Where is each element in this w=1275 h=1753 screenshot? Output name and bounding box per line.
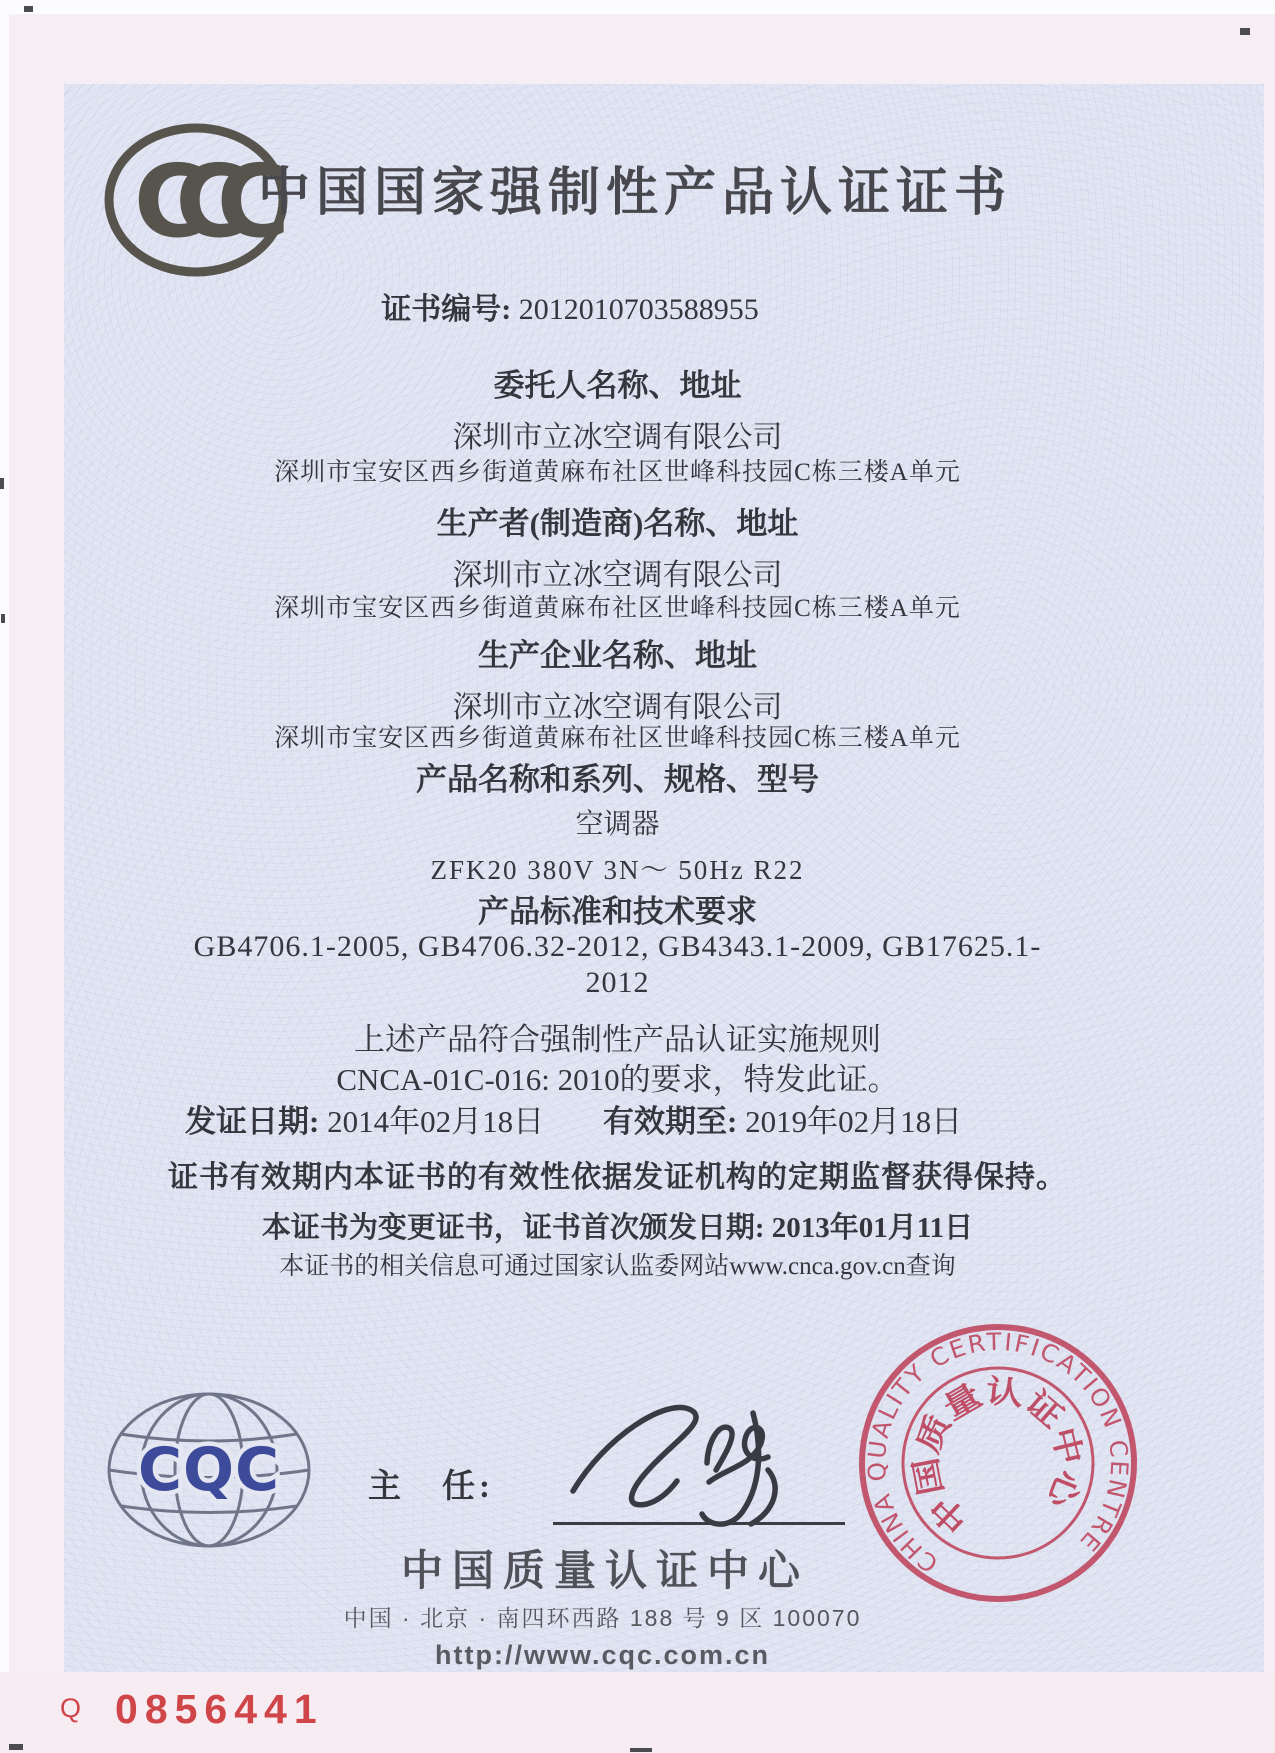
scan-artifact — [1, 614, 5, 623]
product-model: ZFK20 380V 3N～ 50Hz R22 — [430, 855, 805, 885]
manufacturer-address: 深圳市宝安区西乡街道黄麻布社区世峰科技园C栋三楼A单元 — [274, 595, 961, 622]
cqc-logo-text: CQC — [137, 1435, 281, 1505]
svg-text:CHINA QUALITY CERTIFICATION — [854, 1319, 1141, 1582]
signature-line — [553, 1522, 845, 1525]
standards-line2: 2012 — [585, 966, 650, 999]
issue-date-value: 2014年02月18日 — [327, 1104, 545, 1139]
product-name: 空调器 — [575, 809, 660, 840]
signature — [555, 1385, 805, 1550]
applicant-address: 深圳市宝安区西乡街道黄麻布社区世峰科技园C栋三楼A单元 — [274, 459, 961, 486]
issue-date — [185, 1096, 544, 1141]
scan-artifact — [24, 6, 33, 12]
applicant-name: 深圳市立冰空调有限公司 — [452, 421, 783, 454]
ccc-logo-text: CCC — [133, 143, 259, 260]
serial-number-row — [60, 1686, 324, 1733]
issue-date-label: 发证日期: — [185, 1104, 320, 1139]
cqc-logo-icon — [92, 1382, 330, 1564]
standards-line1: GB4706.1-2005, GB4706.32-2012, GB4343.1-2009, GB17625.1- — [193, 930, 1042, 963]
director-label: 主 任: — [368, 1469, 494, 1505]
seal-stamp — [843, 1308, 1153, 1618]
info-note: 本证书的相关信息可通过国家认监委网站www.cnca.gov.cn查询 — [279, 1253, 956, 1280]
org-url: http://www.cqc.com.cn — [434, 1640, 771, 1670]
expiry-date-label: 有效期至: — [603, 1104, 738, 1139]
scan-artifact — [9, 1744, 23, 1750]
factory-address: 深圳市宝安区西乡街道黄麻布社区世峰科技园C栋三楼A单元 — [274, 725, 961, 752]
manufacturer-heading: 生产者(制造商)名称、地址 — [436, 506, 799, 541]
manufacturer-name: 深圳市立冰空调有限公司 — [452, 559, 783, 592]
factory-heading: 生产企业名称、地址 — [478, 638, 757, 673]
serial-prefix: Q — [60, 1693, 82, 1723]
page-title: 中国国家强制性产品认证证书 — [257, 164, 1012, 222]
scan-artifact — [1240, 28, 1250, 35]
scan-artifact — [630, 1748, 652, 1752]
svg-text:中国质量认证中心 — [900, 1365, 1095, 1544]
applicant-heading: 委托人名称、地址 — [493, 368, 742, 403]
change-note: 本证书为变更证书，证书首次颁发日期: 2013年01月11日 — [261, 1212, 974, 1244]
expiry-date — [603, 1096, 962, 1141]
scan-artifact — [0, 478, 4, 489]
statement-line2: CNCA-01C-016: 2010的要求，特发此证。 — [336, 1062, 899, 1097]
serial-number: 0856441 — [115, 1686, 324, 1732]
org-address: 中国 · 北京 · 南四环西路 188 号 9 区 100070 — [343, 1605, 862, 1631]
expiry-date-value: 2019年02月18日 — [745, 1104, 963, 1139]
statement-line1: 上述产品符合强制性产品认证实施规则 — [354, 1022, 881, 1057]
factory-name: 深圳市立冰空调有限公司 — [452, 691, 783, 724]
cert-number — [0, 284, 1140, 328]
seal-outer-text: CHINA QUALITY CERTIFICATION CENTRE — [862, 1327, 1134, 1579]
product-heading: 产品名称和系列、规格、型号 — [416, 762, 819, 797]
validity-note: 证书有效期内本证书的有效性依据发证机构的定期监督获得保持。 — [168, 1161, 1067, 1194]
org-name: 中国质量认证中心 — [400, 1547, 809, 1594]
cert-number-label: 证书编号: — [381, 293, 512, 326]
cert-number-value: 2012010703588955 — [518, 293, 759, 326]
seal-inner-text: 中国质量认证中心 — [907, 1371, 1089, 1541]
scan-margin-top — [0, 0, 1275, 14]
standards-heading: 产品标准和技术要求 — [478, 894, 757, 929]
